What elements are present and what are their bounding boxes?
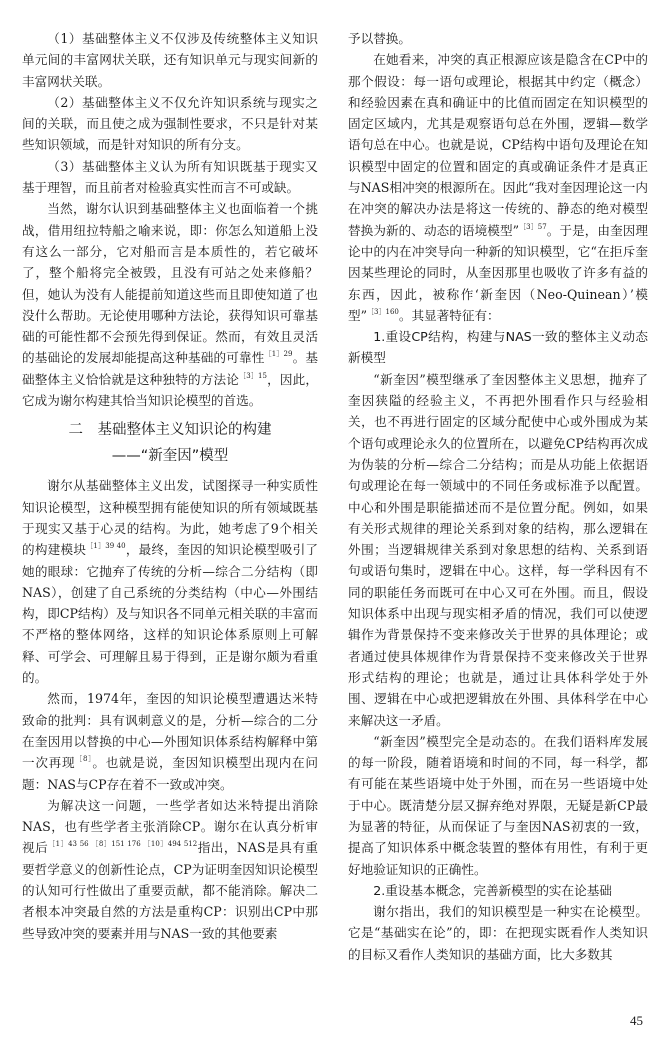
citation: ［1］39 40: [86, 542, 126, 551]
text-run: 。其显著特征有：: [398, 307, 500, 323]
text-run: 为解决这一问题，一些学者如达米特提出消除NAS，也有些学者主张消除CP。谢尔在认真分析审视后: [22, 797, 318, 856]
section-heading: [22, 417, 318, 469]
paragraph: （1）基础整体主义不仅涉及传统整体主义知识单元间的丰富网状关联，还有知识单元与现实间新的丰富网状关联。: [22, 31, 318, 89]
citation: ［1］29: [264, 350, 293, 359]
text-run: 指出，NAS是具有重要哲学意义的创新性论点，CP为证明奎因知识论模型的认知可行性做出了重要贡献，都不能消除。解决二者根本冲突最自然的方法是重构CP：识别出CP中那些导致冲突的要素并用与NAS一致的其他要素: [22, 840, 319, 941]
paragraph: [22, 795, 318, 944]
citation: ［3］57: [519, 222, 547, 231]
subsection-heading: 2.重设基本概念，完善新模型的实在论基础: [373, 882, 612, 898]
section-title-line1: 二 基础整体主义知识论的构建: [68, 422, 272, 439]
text-run: 然而，1974年，奎因的知识论模型遭遇达米特致命的批判：具有讽刺意义的是，分析—综合的二分在奎因用以替换的中心—外围知识体系结构解释中第一次再现: [22, 691, 318, 771]
paragraph: [22, 475, 318, 688]
text-run: 。于是，由奎因理论中的内在冲突导向一种新的知识模型，它“在拒斥奎因某些理论的同时，从奎因那里也吸收了许多有益的东西，因此，被称作‘新奎因（Neo-Quinean）’模型”: [348, 222, 648, 323]
citation: ［3］15: [239, 371, 267, 380]
text-run: 在她看来，冲突的真正根源应该是隐含在CP中的那个假设：每一语句或理论，根据其中约定（概念）和经验因素在真和确证中的比值而固定在知识模型的固定区域内，尤其是观察语句总在外围，逻辑—数学语句总在中心。也就是说，CP结构中语句及理论在知识模型中固定的位置和固定的真或确证条件才是真正与NAS相冲突的根源所在。因此“我对奎因理论这一内在冲突的解决办法是将这一传统的、静态的绝对模型替换为新的、动态的语境模型”: [348, 52, 648, 238]
paragraph: [22, 688, 318, 794]
text-run: ，因此，它成为谢尔构建其恰当知识论模型的首选。: [22, 371, 319, 409]
citation: ［1］43 56 ［8］151 176 ［10］494 512: [48, 840, 198, 849]
section-title-line2: ——“新奎因”模型: [111, 448, 229, 465]
paragraph: “新奎因”模型完全是动态的。在我们语料库发展的每一阶段，随着语境和时间的不同，每一科学，都有可能在某些语境中处于外围，而在另一些语境中处于中心。既清楚分层又摒弃绝对界限，无疑是新CP最为显著的特征，从而保证了与奎因NAS初衷的一致，提高了知识体系中概念装置的整体有用性，有利于更好地验证知识的正确性。: [348, 733, 648, 877]
right-column: [348, 28, 648, 965]
citation: ［8］: [75, 755, 93, 764]
page-number: 45: [630, 1013, 643, 1028]
text-run: 。也就是说，奎因知识模型出现内在问题：NAS与CP存在着不一致或冲突。: [22, 755, 319, 792]
citation: ［3］160: [367, 307, 399, 316]
paragraph: （3）基础整体主义认为所有知识既基于现实又基于理智，而且前者对检验真实性而言不可或缺。: [22, 158, 318, 196]
paragraph: [348, 49, 648, 326]
subsection-heading: 1.重设CP结构，构建与NAS一致的整体主义动态新模型: [348, 329, 648, 366]
text-run: 谢尔从基础整体主义出发，试图探寻一种实质性知识论模型，这种模型拥有能使知识的所有领域既基于现实又基于心灵的结构。为此，她考虑了9个相关的构建模块: [22, 478, 318, 558]
paragraph: 谢尔指出，我们的知识模型是一种实在论模型。它是“基础实在论”的，即：在把现实既看作人类知识的目标又看作人类知识的基础方面，比大多数其: [348, 904, 648, 962]
paragraph: （2）基础整体主义不仅允许知识系统与现实之间的关联，而且使之成为强制性要求，不只是针对某些知识领域，而是针对知识的所有分支。: [22, 94, 318, 153]
text-run: ，最终，奎因的知识论模型吸引了她的眼球：它抛弃了传统的分析—综合二分结构（即NAS），创建了自己系统的分类结构（中心—外围结构，即CP结构）及与知识各不同单元相关联的丰富而不严格的整体网络，这样的知识论体系原则上可解释、可学会、可理解且易于得到，正是谢尔颇为看重的。: [22, 542, 318, 686]
left-column: [22, 28, 318, 944]
paragraph: [22, 198, 318, 411]
text-run: 。基础整体主义恰恰就是这种独特的方法论: [22, 350, 319, 387]
paragraph: 予以替换。: [348, 31, 411, 46]
paragraph: “新奎因”模型继承了奎因整体主义思想，抛弃了奎因狭隘的经验主义，不再把外围看作只与经验相关，也不再进行固定的区域分配使中心或外围成为某个语句或理论永久的位置所在，以避免CP结构再次成为伪装的分析—综合二分结构；而是从功能上依据语句或理论在每一领域中的不同任务或标准予以配置。中心和外围是职能描述而不是位置分配。例如，如果有关形式规律的理论关系到对象的结构，那么逻辑在外围；当逻辑规律关系到对象思想的结构、关系到语句或语句集时，逻辑在中心。这样，每一学科因有不同的职能任务而既可在中心又可在外围。而且，假设知识体系中出现与现实相矛盾的情况，我们可以使逻辑作为背景保持不变来修改关于世界的具体理论；或者通过使具体规律作为背景保持不变来修改关于世界形式结构的理论；也就是，通过让具体科学处于外围、逻辑在中心或把逻辑放在外围、具体科学在中心来解决这一矛盾。: [348, 371, 648, 728]
text-run: 当然，谢尔认识到基础整体主义也面临着一个挑战，借用纽拉特船之喻来说，即：你怎么知道船上没有这么一部分，它对船而言是本质性的，若它破坏了，整个船将完全被毁，且没有可站之处来修船？但，她认为没有人能提前知道这些而且即使知道了也没什么帮助。无论使用哪种方法论，获得知识可靠基础的可能性都不会预先得到保证。然而，有效且灵活的基础论的发展却能提高这种基础的可靠性: [22, 201, 318, 366]
